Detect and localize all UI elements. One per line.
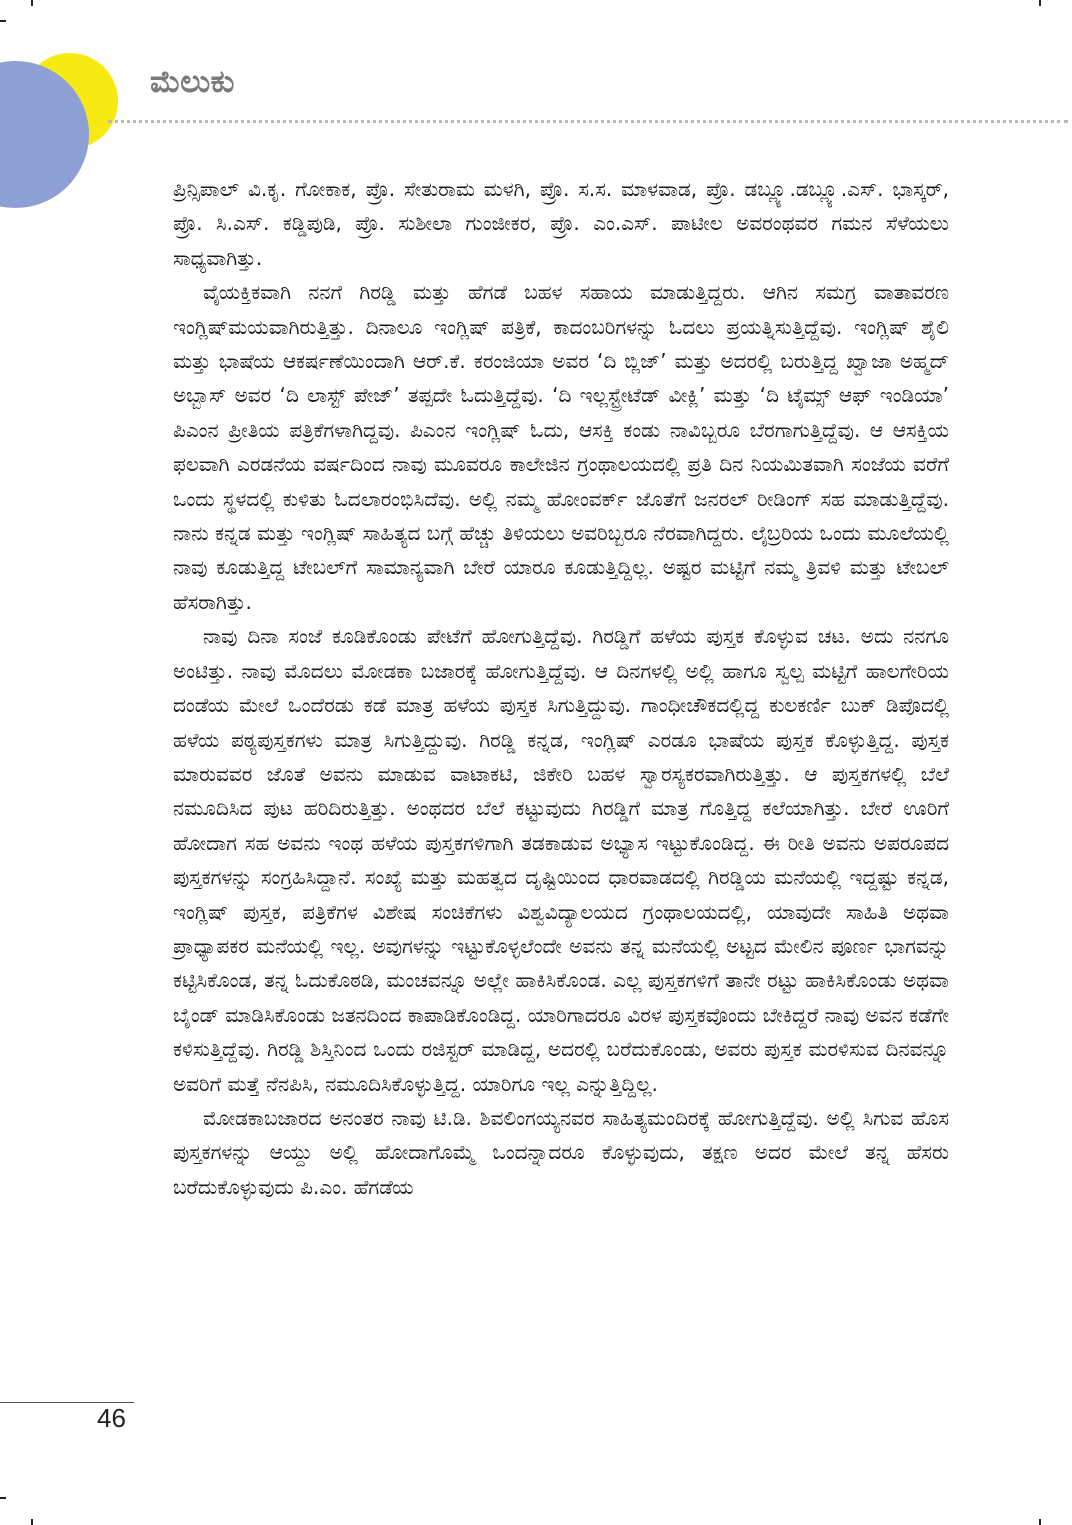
- crop-mark-top-left: [0, 20, 6, 22]
- paragraph-2: ವೈಯಕ್ತಿಕವಾಗಿ ನನಗೆ ಗಿರಡ್ಡಿ ಮತ್ತು ಹೆಗಡೆ ಬಹಳ ಸಹಾಯ ಮಾಡುತ್ತಿದ್ದರು. ಆಗಿನ ಸಮಗ್ರ ವಾತಾವರಣ ಇಂಗ್ಲಿಷ್‌ಮಯವಾಗಿರುತ್ತಿತ್ತು. ದಿನಾಲೂ ಇಂಗ್ಲಿಷ್ ಪತ್ರಿಕೆ, ಕಾದಂಬರಿಗಳನ್ನು ಓದಲು ಪ್ರಯತ್ನಿಸುತ್ತಿದ್ದೆವು. ಇಂಗ್ಲಿಷ್ ಶೈಲಿ ಮತ್ತು ಭಾಷೆಯ ಆಕರ್ಷಣೆಯಿಂದಾಗಿ ಆರ್.ಕೆ. ಕರಂಜಿಯಾ ಅವರ ‘ದಿ ಬ್ಲಿಜ್’ ಮತ್ತು ಅದರಲ್ಲಿ ಬರುತ್ತಿದ್ದ ಖ್ವಾಜಾ ಅಹ್ಮದ್ ಅಬ್ಬಾಸ್ ಅವರ ‘ದಿ ಲಾಸ್ಟ್ ಪೇಜ್’ ತಪ್ಪದೇ ಓದುತ್ತಿದ್ದೆವು. ‘ದಿ ಇಲ್ಲಸ್ಟ್ರೇಟೆಡ್ ವೀಕ್ಲಿ’ ಮತ್ತು ‘ದಿ ಟೈಮ್ಸ್ ಆಫ್ ಇಂಡಿಯಾ’ ಪಿಎಂನ ಪ್ರೀತಿಯ ಪತ್ರಿಕೆಗಳಾಗಿದ್ದವು. ಪಿಎಂನ ಇಂಗ್ಲಿಷ್ ಓದು, ಆಸಕ್ತಿ ಕಂಡು ನಾವಿಬ್ಬರೂ ಬೆರಗಾಗುತ್ತಿದ್ದೆವು. ಆ ಆಸಕ್ತಿಯ ಫಲವಾಗಿ ಎರಡನೆಯ ವರ್ಷದಿಂದ ನಾವು ಮೂವರೂ ಕಾಲೇಜಿನ ಗ್ರಂಥಾಲಯದಲ್ಲಿ ಪ್ರತಿ ದಿನ ನಿಯಮಿತವಾಗಿ ಸಂಜೆಯ ವರೆಗೆ ಒಂದು ಸ್ಥಳದಲ್ಲಿ ಕುಳಿತು ಓದಲಾರಂಭಿಸಿದೆವು. ಅಲ್ಲಿ ನಮ್ಮ ಹೋಂವರ್ಕ್ ಜೊತೆಗೆ ಜನರಲ್ ರೀಡಿಂಗ್ ಸಹ ಮಾಡುತ್ತಿದ್ದೆವು. ನಾನು ಕನ್ನಡ ಮತ್ತು ಇಂಗ್ಲಿಷ್ ಸಾಹಿತ್ಯದ ಬಗ್ಗೆ ಹೆಚ್ಚು ತಿಳಿಯಲು ಅವರಿಬ್ಬರೂ ನೆರವಾಗಿದ್ದರು. ಲೈಬ್ರರಿಯ ಒಂದು ಮೂಲೆಯಲ್ಲಿ ನಾವು ಕೂಡುತ್ತಿದ್ದ ಟೇಬಲ್‌ಗೆ ಸಾಮಾನ್ಯವಾಗಿ ಬೇರೆ ಯಾರೂ ಕೂಡುತ್ತಿದ್ದಿಲ್ಲ. ಅಷ್ಟರ ಮಟ್ಟಿಗೆ ನಮ್ಮ ತ್ರಿವಳಿ ಮತ್ತು ಟೇಬಲ್ ಹೆಸರಾಗಿತ್ತು.: [173, 280, 949, 614]
- paragraph-3: ನಾವು ದಿನಾ ಸಂಜೆ ಕೂಡಿಕೊಂಡು ಪೇಟೆಗೆ ಹೋಗುತ್ತಿದ್ದೆವು. ಗಿರಡ್ಡಿಗೆ ಹಳೆಯ ಪುಸ್ತಕ ಕೊಳ್ಳುವ ಚಟ. ಅದು ನನಗೂ ಅಂಟಿತ್ತು. ನಾವು ಮೊದಲು ಮೋಡಕಾ ಬಜಾರಕ್ಕೆ ಹೋಗುತ್ತಿದ್ದೆವು. ಆ ದಿನಗಳಲ್ಲಿ ಅಲ್ಲಿ ಹಾಗೂ ಸ್ವಲ್ಪ ಮಟ್ಟಿಗೆ ಹಾಲಗೇರಿಯ ದಂಡೆಯ ಮೇಲೆ ಒಂದೆರಡು ಕಡೆ ಮಾತ್ರ ಹಳೆಯ ಪುಸ್ತಕ ಸಿಗುತ್ತಿದ್ದುವು. ಗಾಂಧೀಚೌಕದಲ್ಲಿದ್ದ ಕುಲಕರ್ಣಿ ಬುಕ್ ಡಿಪೊದಲ್ಲಿ ಹಳೆಯ ಪಠ್ಯಪುಸ್ತಕಗಳು ಮಾತ್ರ ಸಿಗುತ್ತಿದ್ದುವು. ಗಿರಡ್ಡಿ ಕನ್ನಡ, ಇಂಗ್ಲಿಷ್ ಎರಡೂ ಭಾಷೆಯ ಪುಸ್ತಕ ಕೊಳ್ಳುತ್ತಿದ್ದ. ಪುಸ್ತಕ ಮಾರುವವರ ಜೊತೆ ಅವನು ಮಾಡುವ ವಾಟಾಕಟಿ, ಜಿಕೇರಿ ಬಹಳ ಸ್ವಾರಸ್ಯಕರವಾಗಿರುತ್ತಿತ್ತು. ಆ ಪುಸ್ತಕಗಳಲ್ಲಿ ಬೆಲೆ ನಮೂದಿಸಿದ ಪುಟ ಹರಿದಿರುತ್ತಿತ್ತು. ಅಂಥದರ ಬೆಲೆ ಕಟ್ಟುವುದು ಗಿರಡ್ಡಿಗೆ ಮಾತ್ರ ಗೊತ್ತಿದ್ದ ಕಲೆಯಾಗಿತ್ತು. ಬೇರೆ ಊರಿಗೆ ಹೋದಾಗ ಸಹ ಅವನು ಇಂಥ ಹಳೆಯ ಪುಸ್ತಕಗಳಿಗಾಗಿ ತಡಕಾಡುವ ಅಭ್ಯಾಸ ಇಟ್ಟುಕೊಂಡಿದ್ದ. ಈ ರೀತಿ ಅವನು ಅಪರೂಪದ ಪುಸ್ತಕಗಳನ್ನು ಸಂಗ್ರಹಿಸಿದ್ದಾನೆ. ಸಂಖ್ಯೆ ಮತ್ತು ಮಹತ್ವದ ದೃಷ್ಟಿಯಿಂದ ಧಾರವಾಡದಲ್ಲಿ ಗಿರಡ್ಡಿಯ ಮನೆಯಲ್ಲಿ ಇದ್ದಷ್ಟು ಕನ್ನಡ, ಇಂಗ್ಲಿಷ್ ಪುಸ್ತಕ, ಪತ್ರಿಕೆಗಳ ವಿಶೇಷ ಸಂಚಿಕೆಗಳು ವಿಶ್ವವಿದ್ಯಾಲಯದ ಗ್ರಂಥಾಲಯದಲ್ಲಿ, ಯಾವುದೇ ಸಾಹಿತಿ ಅಥವಾ ಪ್ರಾಧ್ಯಾಪಕರ ಮನೆಯಲ್ಲಿ ಇಲ್ಲ. ಅವುಗಳನ್ನು ಇಟ್ಟುಕೊಳ್ಳಲೆಂದೇ ಅವನು ತನ್ನ ಮನೆಯಲ್ಲಿ ಅಟ್ಟದ ಮೇಲಿನ ಪೂರ್ಣ ಭಾಗವನ್ನು ಕಟ್ಟಿಸಿಕೊಂಡ, ತನ್ನ ಓದುಕೊಠಡಿ, ಮಂಚವನ್ನೂ ಅಲ್ಲೇ ಹಾಕಿಸಿಕೊಂಡ. ಎಲ್ಲ ಪುಸ್ತಕಗಳಿಗೆ ತಾನೇ ರಟ್ಟು ಹಾಕಿಸಿಕೊಂಡು ಅಥವಾ ಬೈಂಡ್ ಮಾಡಿಸಿಕೊಂಡು ಜತನದಿಂದ ಕಾಪಾಡಿಕೊಂಡಿದ್ದ. ಯಾರಿಗಾದರೂ ವಿರಳ ಪುಸ್ತಕವೊಂದು ಬೇಕಿದ್ದರೆ ನಾವು ಅವನ ಕಡೆಗೇ ಕಳಿಸುತ್ತಿದ್ದೆವು. ಗಿರಡ್ಡಿ ಶಿಸ್ತಿನಿಂದ ಒಂದು ರಜಿಸ್ಟರ್ ಮಾಡಿದ್ದ, ಅದರಲ್ಲಿ ಬರೆದುಕೊಂಡು, ಅವರು ಪುಸ್ತಕ ಮರಳಿಸುವ ದಿನವನ್ನೂ ಅವರಿಗೆ ಮತ್ತೆ ನೆನಪಿಸಿ, ನಮೂದಿಸಿಕೊಳ್ಳುತ್ತಿದ್ದ. ಯಾರಿಗೂ ಇಲ್ಲ ಎನ್ನುತ್ತಿದ್ದಿಲ್ಲ.: [173, 624, 949, 1096]
- page-number: 46: [97, 1403, 126, 1433]
- crop-mark-bottom-left: [0, 1497, 6, 1499]
- header-dotted-rule: [108, 120, 1068, 123]
- body-text: [173, 172, 949, 1204]
- paragraph-1: ಪ್ರಿನ್ಸಿಪಾಲ್ ವಿ.ಕೃ. ಗೋಕಾಕ, ಪ್ರೊ. ಸೇತುರಾಮ ಮಳಗಿ, ಪ್ರೊ. ಸ.ಸ. ಮಾಳವಾಡ, ಪ್ರೊ. ಡಬ್ಲ್ಯೂ.ಡಬ್ಲ್ಯೂ.ಎಸ್. ಭಾಸ್ಕರ್, ಪ್ರೊ. ಸಿ.ಎಸ್. ಕಡ್ಡಿಪುಡಿ, ಪ್ರೊ. ಸುಶೀಲಾ ಗುಂಜೀಕರ, ಪ್ರೊ. ಎಂ.ಎಸ್. ಪಾಟೀಲ ಅವರಂಥವರ ಗಮನ ಸೆಳೆಯಲು ಸಾಧ್ಯವಾಗಿತ್ತು.: [173, 177, 949, 270]
- crop-mark-bottom: [31, 1519, 33, 1525]
- crop-mark-top: [31, 0, 33, 6]
- crop-mark-top-right: [1039, 0, 1041, 6]
- section-title: ಮೆಲುಕು: [150, 64, 235, 100]
- paragraph-4: ಮೋಡಕಾಬಜಾರದ ಅನಂತರ ನಾವು ಟಿ.ಡಿ. ಶಿವಲಿಂಗಯ್ಯನವರ ಸಾಹಿತ್ಯಮಂದಿರಕ್ಕೆ ಹೋಗುತ್ತಿದ್ದೆವು. ಅಲ್ಲಿ ಸಿಗುವ ಹೊಸ ಪುಸ್ತಕಗಳನ್ನು ಆಯ್ದು ಅಲ್ಲಿ ಹೋದಾಗೊಮ್ಮೆ ಒಂದನ್ನಾದರೂ ಕೊಳ್ಳುವುದು, ತಕ್ಷಣ ಅದರ ಮೇಲೆ ತನ್ನ ಹೆಸರು ಬರೆದುಕೊಳ್ಳುವುದು ಪಿ.ಎಂ. ಹೆಗಡೆಯ: [173, 1105, 949, 1199]
- crop-mark-bottom-right: [1039, 1519, 1041, 1525]
